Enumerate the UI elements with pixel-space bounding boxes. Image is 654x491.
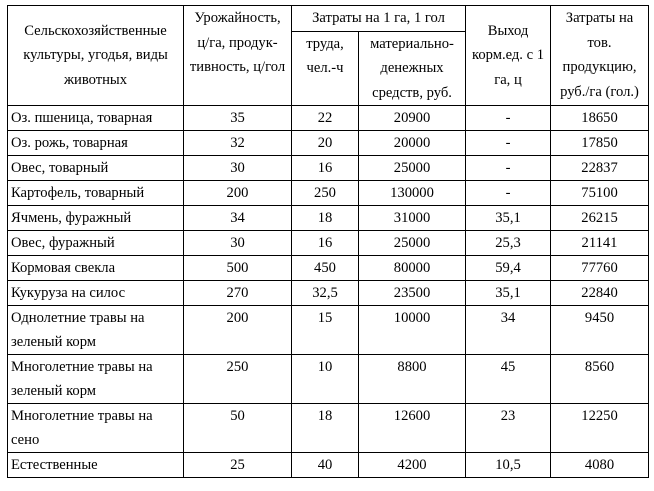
cell-crop-name: Многолетние травы на сено bbox=[8, 404, 184, 453]
table-row bbox=[8, 231, 649, 256]
cell-feed-output: 34 bbox=[466, 306, 551, 355]
cell-material: 20000 bbox=[359, 131, 466, 156]
cell-crop-name: Овес, товарный bbox=[8, 156, 184, 181]
cell-material: 8800 bbox=[359, 355, 466, 404]
cell-feed-output: 10,5 bbox=[466, 453, 551, 478]
header-costs-group: Затраты на 1 га, 1 гол bbox=[292, 6, 466, 32]
cell-yield: 30 bbox=[184, 231, 292, 256]
cell-material: 20900 bbox=[359, 106, 466, 131]
table-row bbox=[8, 256, 649, 281]
cell-costs: 17850 bbox=[551, 131, 649, 156]
cell-yield: 200 bbox=[184, 181, 292, 206]
cell-feed-output: - bbox=[466, 156, 551, 181]
table-row bbox=[8, 156, 649, 181]
header-crop: Сельскохозяйственные культуры, угодья, виды животных bbox=[8, 6, 184, 106]
cell-material: 80000 bbox=[359, 256, 466, 281]
cell-costs: 75100 bbox=[551, 181, 649, 206]
table-row bbox=[8, 404, 649, 453]
cell-costs: 12250 bbox=[551, 404, 649, 453]
cell-yield: 35 bbox=[184, 106, 292, 131]
cell-crop-name: Оз. пшеница, товарная bbox=[8, 106, 184, 131]
table-row bbox=[8, 355, 649, 404]
cell-costs: 8560 bbox=[551, 355, 649, 404]
cell-labor: 15 bbox=[292, 306, 359, 355]
cell-crop-name: Овес, фуражный bbox=[8, 231, 184, 256]
cell-material: 25000 bbox=[359, 231, 466, 256]
header-costs-per-product: Затраты на тов. продукцию, руб./га (гол.) bbox=[551, 6, 649, 106]
cell-labor: 18 bbox=[292, 404, 359, 453]
cell-material: 31000 bbox=[359, 206, 466, 231]
table-row bbox=[8, 281, 649, 306]
table-row bbox=[8, 131, 649, 156]
cell-costs: 4080 bbox=[551, 453, 649, 478]
cell-material: 130000 bbox=[359, 181, 466, 206]
table-row bbox=[8, 106, 649, 131]
cell-material: 23500 bbox=[359, 281, 466, 306]
cell-costs: 18650 bbox=[551, 106, 649, 131]
cell-labor: 250 bbox=[292, 181, 359, 206]
cell-crop-name: Кормовая свекла bbox=[8, 256, 184, 281]
cell-feed-output: 35,1 bbox=[466, 206, 551, 231]
crop-costs-table bbox=[7, 5, 649, 478]
cell-costs: 77760 bbox=[551, 256, 649, 281]
cell-feed-output: 59,4 bbox=[466, 256, 551, 281]
cell-yield: 200 bbox=[184, 306, 292, 355]
cell-labor: 18 bbox=[292, 206, 359, 231]
cell-feed-output: 45 bbox=[466, 355, 551, 404]
cell-yield: 50 bbox=[184, 404, 292, 453]
cell-labor: 32,5 bbox=[292, 281, 359, 306]
header-row-1 bbox=[8, 6, 649, 32]
cell-yield: 32 bbox=[184, 131, 292, 156]
cell-feed-output: 35,1 bbox=[466, 281, 551, 306]
table-row bbox=[8, 306, 649, 355]
cell-yield: 500 bbox=[184, 256, 292, 281]
header-material: материально-денежных средств, руб. bbox=[359, 31, 466, 106]
table-row bbox=[8, 453, 649, 478]
table-body bbox=[8, 106, 649, 478]
cell-labor: 450 bbox=[292, 256, 359, 281]
cell-material: 12600 bbox=[359, 404, 466, 453]
cell-labor: 16 bbox=[292, 231, 359, 256]
cell-yield: 25 bbox=[184, 453, 292, 478]
cell-labor: 20 bbox=[292, 131, 359, 156]
cell-material: 4200 bbox=[359, 453, 466, 478]
cell-costs: 22840 bbox=[551, 281, 649, 306]
cell-labor: 16 bbox=[292, 156, 359, 181]
cell-yield: 34 bbox=[184, 206, 292, 231]
cell-yield: 270 bbox=[184, 281, 292, 306]
cell-labor: 22 bbox=[292, 106, 359, 131]
cell-crop-name: Картофель, товарный bbox=[8, 181, 184, 206]
cell-yield: 30 bbox=[184, 156, 292, 181]
cell-crop-name: Однолетние травы на зеленый корм bbox=[8, 306, 184, 355]
cell-costs: 9450 bbox=[551, 306, 649, 355]
cell-feed-output: - bbox=[466, 181, 551, 206]
cell-feed-output: - bbox=[466, 131, 551, 156]
header-yield: Урожайность, ц/га, продук-тивность, ц/гол bbox=[184, 6, 292, 106]
cell-labor: 10 bbox=[292, 355, 359, 404]
cell-material: 25000 bbox=[359, 156, 466, 181]
cell-costs: 22837 bbox=[551, 156, 649, 181]
cell-feed-output: 23 bbox=[466, 404, 551, 453]
table-row bbox=[8, 206, 649, 231]
cell-feed-output: 25,3 bbox=[466, 231, 551, 256]
cell-labor: 40 bbox=[292, 453, 359, 478]
cell-costs: 26215 bbox=[551, 206, 649, 231]
cell-crop-name: Оз. рожь, товарная bbox=[8, 131, 184, 156]
cell-feed-output: - bbox=[466, 106, 551, 131]
table-row bbox=[8, 181, 649, 206]
header-labor: труда, чел.-ч bbox=[292, 31, 359, 106]
cell-crop-name: Естественные bbox=[8, 453, 184, 478]
cell-crop-name: Ячмень, фуражный bbox=[8, 206, 184, 231]
cell-material: 10000 bbox=[359, 306, 466, 355]
cell-costs: 21141 bbox=[551, 231, 649, 256]
header-feed-output: Выход корм.ед. с 1 га, ц bbox=[466, 6, 551, 106]
cell-yield: 250 bbox=[184, 355, 292, 404]
cell-crop-name: Многолетние травы на зеленый корм bbox=[8, 355, 184, 404]
cell-crop-name: Кукуруза на силос bbox=[8, 281, 184, 306]
